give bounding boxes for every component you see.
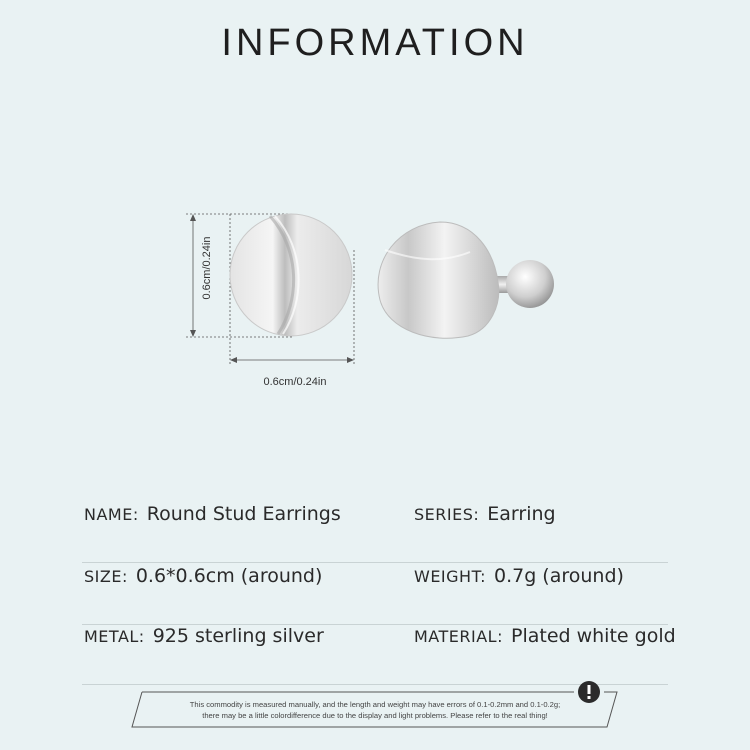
spec-metal-value: 925 sterling silver [152,625,324,647]
spec-name-value: Round Stud Earrings [146,503,341,525]
spec-weight [414,565,624,587]
spec-material-label: MATERIAL: [414,627,503,646]
earring-front-view [230,214,352,336]
spec-size-label: SIZE: [84,567,128,586]
spec-series [414,503,556,525]
spec-series-label: SERIES: [414,505,480,524]
notice-text [150,699,600,721]
spec-weight-label: WEIGHT: [414,567,486,586]
spec-material [414,625,676,647]
height-dimension-label: 0.6cm/0.24in [201,236,213,300]
spec-weight-value: 0.7g (around) [493,565,624,587]
spec-size [84,565,322,587]
notice-line-1: This commodity is measured manually, and the length and weight may have errors of 0.1-0.2mm and 0.1-0.2g; [189,700,561,709]
spec-size-value: 0.6*0.6cm (around) [135,565,323,587]
earring-side-view [378,222,554,338]
spec-name [84,503,341,525]
notice-line-2: there may be a little colordifference due to the display and light problems. Please refer to the real thing! [202,711,548,720]
spec-name-label: NAME: [84,505,139,524]
spec-row-metal-material [82,625,676,685]
width-dimension-label: 0.6cm/0.24in [263,376,327,388]
spec-material-value: Plated white gold [510,625,676,647]
spec-series-value: Earring [487,503,556,525]
spec-metal [84,625,324,647]
spec-row-size-weight [82,565,668,625]
spec-row-name-series [82,503,668,563]
page-title: INFORMATION [221,22,529,64]
spec-metal-label: METAL: [84,627,145,646]
